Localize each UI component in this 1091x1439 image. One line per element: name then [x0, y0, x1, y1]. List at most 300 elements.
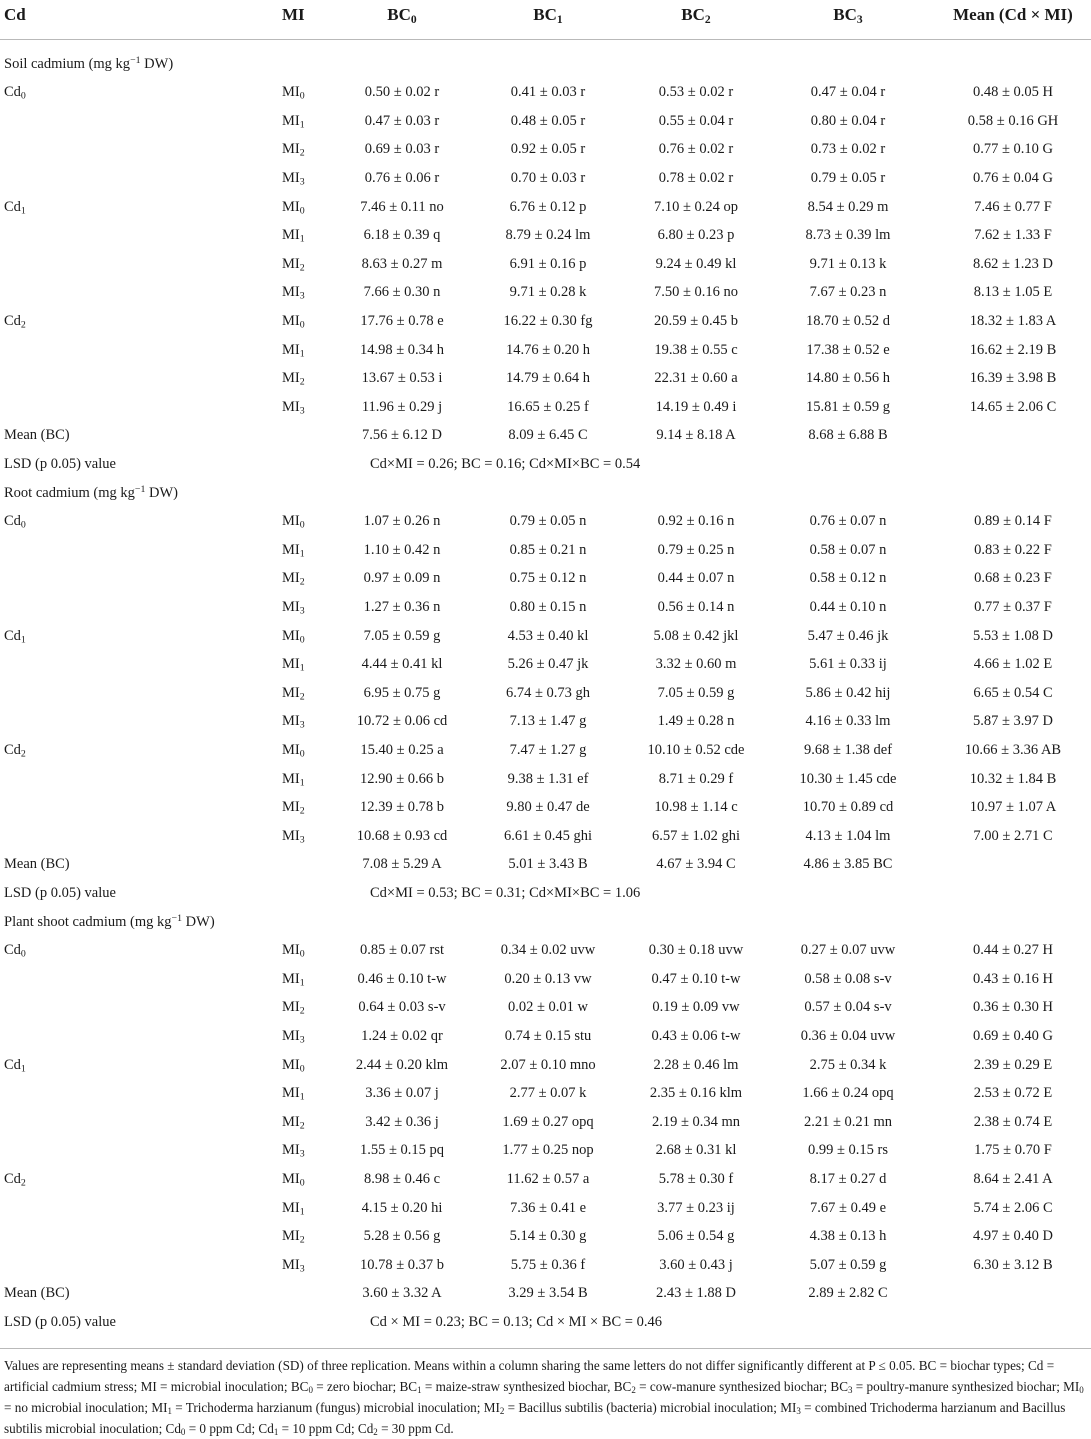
cd-level-label: $Cd_2$: [4, 1170, 26, 1189]
value-cell: 1.49 ± 0.28 n: [657, 713, 735, 730]
value-cell: 3.77 ± 0.23 ij: [657, 1199, 735, 1216]
lsd-label: LSD (p 0.05) value: [4, 884, 116, 901]
value-cell: 10.68 ± 0.93 cd: [356, 827, 448, 844]
mean-row: [0, 850, 1091, 879]
value-cell: 14.80 ± 0.56 h: [805, 370, 891, 387]
value-cell: 0.36 ± 0.04 uvw: [800, 1027, 896, 1044]
table-row: [0, 679, 1091, 708]
table-row: [0, 364, 1091, 393]
section-title: Plant shoot cadmium (mg $kg^{-1}$ DW): [4, 912, 215, 930]
value-cell: 0.68 ± 0.23 F: [974, 570, 1052, 587]
value-cell: 0.44 ± 0.07 n: [657, 570, 735, 587]
value-cell: 18.32 ± 1.83 A: [969, 312, 1057, 329]
value-cell: 0.44 ± 0.27 H: [972, 942, 1054, 959]
value-cell: 13.67 ± 0.53 i: [361, 370, 443, 387]
value-cell: 5.07 ± 0.59 g: [809, 1256, 887, 1273]
value-cell: 7.46 ± 0.77 F: [974, 198, 1052, 215]
mi-level-label: $MI_1$: [282, 541, 305, 560]
value-cell: 5.87 ± 3.97 D: [972, 713, 1054, 730]
value-cell: 6.95 ± 0.75 g: [363, 684, 441, 701]
value-cell: 2.19 ± 0.34 mn: [651, 1113, 741, 1130]
table-row: [0, 936, 1091, 965]
value-cell: 10.78 ± 0.37 b: [359, 1256, 445, 1273]
value-cell: 1.66 ± 0.24 opq: [802, 1085, 894, 1102]
value-cell: 5.28 ± 0.56 g: [363, 1228, 441, 1245]
value-cell: 0.69 ± 0.03 r: [364, 141, 440, 158]
value-cell: 9.71 ± 0.13 k: [809, 255, 887, 272]
value-cell: 8.73 ± 0.39 lm: [805, 227, 891, 244]
cd-level-label: $Cd_2$: [4, 741, 26, 760]
value-cell: 7.50 ± 0.16 no: [653, 284, 739, 301]
value-cell: 8.71 ± 0.29 f: [658, 770, 734, 787]
header-bc3: $BC_3$: [833, 5, 863, 26]
mi-level-label: $MI_2$: [282, 1228, 305, 1246]
value-cell: 0.79 ± 0.05 r: [810, 169, 886, 186]
value-cell: 14.76 ± 0.20 h: [505, 341, 591, 358]
cd-level-label: $Cd_0$: [4, 942, 26, 960]
value-cell: 0.78 ± 0.02 r: [658, 169, 734, 186]
header-bc0: $BC_0$: [387, 5, 417, 26]
value-cell: 9.24 ± 0.49 kl: [655, 255, 737, 272]
table-row: [0, 1165, 1091, 1194]
value-cell: 9.38 ± 1.31 ef: [507, 770, 589, 787]
table-row: [0, 622, 1091, 651]
lsd-row: [0, 879, 1091, 908]
header-mean: Mean (Cd × MI): [953, 5, 1073, 24]
value-cell: 0.85 ± 0.21 n: [509, 541, 587, 558]
mean-row: [0, 1279, 1091, 1308]
value-cell: 0.47 ± 0.04 r: [810, 84, 886, 101]
value-cell: 5.26 ± 0.47 jk: [507, 656, 589, 673]
value-cell: 0.79 ± 0.25 n: [657, 541, 735, 558]
value-cell: 7.46 ± 0.11 no: [360, 198, 444, 215]
cd-level-label: $Cd_1$: [4, 1056, 26, 1074]
value-cell: 5.74 ± 2.06 C: [973, 1199, 1053, 1216]
value-cell: 4.66 ± 1.02 E: [973, 656, 1053, 673]
value-cell: 14.65 ± 2.06 C: [969, 398, 1057, 415]
value-cell: 22.31 ± 0.60 a: [654, 370, 738, 387]
mi-level-label: $MI_1$: [282, 770, 305, 788]
value-cell: 0.76 ± 0.06 r: [364, 169, 440, 186]
value-cell: 0.83 ± 0.22 F: [974, 541, 1052, 558]
value-cell: 12.90 ± 0.66 b: [359, 770, 445, 787]
header-bc2: $BC_2$: [681, 5, 711, 26]
value-cell: 2.68 ± 0.31 kl: [655, 1142, 737, 1159]
value-cell: 8.62 ± 1.23 D: [972, 255, 1054, 272]
table-row: [0, 736, 1091, 765]
value-cell: 7.00 ± 2.71 C: [973, 827, 1053, 844]
value-cell: 18.70 ± 0.52 d: [805, 312, 891, 329]
value-cell: 6.61 ± 0.45 ghi: [503, 827, 593, 844]
value-cell: 0.80 ± 0.04 r: [810, 112, 886, 129]
value-cell: 0.43 ± 0.06 t-w: [651, 1027, 741, 1044]
mi-level-label: $MI_2$: [282, 570, 305, 588]
mi-level-label: $MI_3$: [282, 398, 305, 417]
mean-label: Mean (BC): [4, 1285, 70, 1302]
mi-level-label: $MI_3$: [282, 1027, 305, 1046]
mi-level-label: $MI_3$: [282, 169, 305, 188]
table-row: [0, 250, 1091, 279]
mi-level-label: $MI_2$: [282, 1113, 305, 1132]
table-row: [0, 707, 1091, 736]
value-cell: 14.19 ± 0.49 i: [655, 398, 737, 415]
mean-value: 7.56 ± 6.12 D: [361, 427, 443, 444]
mean-value: 8.68 ± 6.88 B: [808, 427, 888, 444]
value-cell: 10.97 ± 1.07 A: [969, 799, 1057, 816]
value-cell: 0.27 ± 0.07 uvw: [800, 942, 896, 959]
value-cell: 0.58 ± 0.07 n: [809, 541, 887, 558]
value-cell: 7.36 ± 0.41 e: [509, 1199, 587, 1216]
value-cell: 6.76 ± 0.12 p: [509, 198, 587, 215]
value-cell: 0.58 ± 0.08 s-v: [804, 970, 892, 987]
mean-value: 4.86 ± 3.85 BC: [803, 856, 893, 873]
value-cell: 0.36 ± 0.30 H: [972, 999, 1054, 1016]
value-cell: 7.67 ± 0.23 n: [809, 284, 887, 301]
table-row: [0, 221, 1091, 250]
value-cell: 2.21 ± 0.21 mn: [803, 1113, 893, 1130]
table-row: [0, 965, 1091, 994]
value-cell: 0.75 ± 0.12 n: [509, 570, 587, 587]
mi-level-label: $MI_1$: [282, 341, 305, 359]
value-cell: 2.77 ± 0.07 k: [509, 1085, 587, 1102]
table-row: [0, 393, 1091, 422]
cd-level-label: $Cd_0$: [4, 84, 26, 102]
value-cell: 7.66 ± 0.30 n: [363, 284, 441, 301]
value-cell: 5.14 ± 0.30 g: [509, 1228, 587, 1245]
value-cell: 0.76 ± 0.07 n: [809, 513, 887, 530]
value-cell: 1.24 ± 0.02 qr: [361, 1027, 443, 1044]
value-cell: 0.57 ± 0.04 s-v: [804, 999, 892, 1016]
section-title-row: [0, 479, 1091, 508]
value-cell: 17.76 ± 0.78 e: [360, 312, 444, 329]
value-cell: 9.68 ± 1.38 def: [803, 741, 893, 758]
mi-level-label: $MI_1$: [282, 1199, 305, 1217]
value-cell: 9.71 ± 0.28 k: [509, 284, 587, 301]
mi-level-label: $MI_0$: [282, 1056, 305, 1074]
section-title: Root cadmium (mg $kg^{-1}$ DW): [4, 483, 178, 501]
mean-value: 2.89 ± 2.82 C: [808, 1285, 888, 1302]
mean-value: 4.67 ± 3.94 C: [656, 856, 736, 873]
table-row: [0, 164, 1091, 193]
value-cell: 0.34 ± 0.02 uvw: [500, 942, 596, 959]
mi-level-label: $MI_2$: [282, 255, 305, 274]
value-cell: 4.16 ± 0.33 lm: [805, 713, 891, 730]
mi-level-label: $MI_3$: [282, 598, 305, 617]
mean-row: [0, 421, 1091, 450]
value-cell: 0.43 ± 0.16 H: [972, 970, 1054, 987]
value-cell: 2.28 ± 0.46 lm: [653, 1056, 739, 1073]
value-cell: 6.91 ± 0.16 p: [509, 255, 587, 272]
mi-level-label: $MI_3$: [282, 713, 305, 731]
mi-level-label: $MI_2$: [282, 684, 305, 703]
lsd-row: [0, 1308, 1091, 1337]
table-footnote: Values are representing means ± standard deviation (SD) of three replication. Means within a column sharing the same letters do not differ significantly different at P ≤ 0.05. BC = biochar types; Cd = artificial cadmium stress; MI = microbial inoculation; $BC_0$ = zero biochar; $BC_1$ = maize-straw synthesized biochar, $BC_2$ = cow-manure synthesized biochar; $BC_3$ = poultry-manure synthesized biochar; $MI_0$ = no microbial inoculation; $MI_1$ = Trichoderma harzianum (fungus) microbial inoculation; $MI_2$ = Bacillus subtilis (bacteria) microbial inoculation; $MI_3$ = combined Trichoderma harzianum and Bacillus subtilis microbial inoculation; $Cd_0 = 0$ ppm Cd; $Cd_1 = 10$ ppm Cd; $Cd_2 = 30$ ppm Cd.: [4, 1358, 1084, 1438]
value-cell: 0.77 ± 0.10 G: [972, 141, 1054, 158]
value-cell: 0.85 ± 0.07 rst: [359, 942, 445, 959]
cd-level-label: $Cd_2$: [4, 312, 26, 331]
mi-level-label: $MI_0$: [282, 84, 305, 102]
value-cell: 20.59 ± 0.45 b: [653, 312, 739, 329]
value-cell: 0.74 ± 0.15 stu: [504, 1027, 592, 1044]
value-cell: 12.39 ± 0.78 b: [359, 799, 445, 816]
table-row: [0, 650, 1091, 679]
value-cell: 3.42 ± 0.36 j: [365, 1113, 439, 1130]
value-cell: 0.76 ± 0.04 G: [972, 169, 1054, 186]
value-cell: 6.57 ± 1.02 ghi: [651, 827, 741, 844]
mi-level-label: $MI_1$: [282, 227, 305, 245]
mean-value: 7.08 ± 5.29 A: [362, 856, 442, 873]
table-row: [0, 793, 1091, 822]
mi-level-label: $MI_1$: [282, 970, 305, 989]
header-cd: Cd: [4, 5, 26, 24]
value-cell: 0.80 ± 0.15 n: [509, 598, 587, 615]
value-cell: 8.13 ± 1.05 E: [973, 284, 1053, 301]
mi-level-label: $MI_0$: [282, 1170, 305, 1189]
mean-label: Mean (BC): [4, 427, 70, 444]
table-row: [0, 78, 1091, 107]
value-cell: 4.97 ± 0.40 D: [972, 1228, 1054, 1245]
value-cell: 16.65 ± 0.25 f: [507, 398, 589, 415]
table-row: [0, 1251, 1091, 1280]
value-cell: 10.98 ± 1.14 c: [654, 799, 738, 816]
value-cell: 7.05 ± 0.59 g: [657, 684, 735, 701]
mi-level-label: $MI_0$: [282, 741, 305, 760]
section-title-row: [0, 908, 1091, 937]
table-row: [0, 1136, 1091, 1165]
mean-value: 2.43 ± 1.88 D: [655, 1285, 737, 1302]
header-rule: [0, 39, 1091, 40]
mi-level-label: $MI_0$: [282, 513, 305, 531]
value-cell: 1.55 ± 0.15 pq: [359, 1142, 445, 1159]
value-cell: 4.38 ± 0.13 h: [809, 1228, 887, 1245]
value-cell: 7.62 ± 1.33 F: [974, 227, 1052, 244]
value-cell: 8.64 ± 2.41 A: [973, 1170, 1053, 1187]
mi-level-label: $MI_0$: [282, 198, 305, 216]
value-cell: 11.62 ± 0.57 a: [506, 1170, 590, 1187]
value-cell: 5.47 ± 0.46 jk: [807, 627, 889, 644]
table-row: [0, 193, 1091, 222]
mi-level-label: $MI_3$: [282, 284, 305, 302]
mi-level-label: $MI_3$: [282, 827, 305, 846]
value-cell: 3.60 ± 0.43 j: [659, 1256, 733, 1273]
value-cell: 0.46 ± 0.10 t-w: [357, 970, 447, 987]
mi-level-label: $MI_2$: [282, 370, 305, 388]
lsd-value: Cd×MI = 0.53; BC = 0.31; Cd×MI×BC = 1.06: [370, 884, 641, 901]
value-cell: 0.19 ± 0.09 vw: [652, 999, 740, 1016]
value-cell: 10.10 ± 0.52 cde: [647, 741, 745, 758]
value-cell: 0.79 ± 0.05 n: [509, 513, 587, 530]
value-cell: 0.92 ± 0.05 r: [510, 141, 586, 158]
value-cell: 10.70 ± 0.89 cd: [802, 799, 894, 816]
value-cell: 1.07 ± 0.26 n: [363, 513, 441, 530]
value-cell: 0.97 ± 0.09 n: [363, 570, 441, 587]
value-cell: 0.30 ± 0.18 uvw: [648, 942, 744, 959]
value-cell: 1.77 ± 0.25 nop: [502, 1142, 594, 1159]
value-cell: 7.47 ± 1.27 g: [509, 741, 587, 758]
value-cell: 0.56 ± 0.14 n: [657, 598, 735, 615]
value-cell: 0.41 ± 0.03 r: [510, 84, 586, 101]
value-cell: 7.13 ± 1.47 g: [509, 713, 587, 730]
value-cell: 5.08 ± 0.42 jkl: [653, 627, 739, 644]
table-row: [0, 278, 1091, 307]
value-cell: 0.99 ± 0.15 rs: [807, 1142, 889, 1159]
value-cell: 2.44 ± 0.20 klm: [355, 1056, 449, 1073]
table-row: [0, 993, 1091, 1022]
mi-level-label: $MI_0$: [282, 627, 305, 645]
mi-level-label: $MI_1$: [282, 1085, 305, 1103]
mean-value: 3.29 ± 3.54 B: [508, 1285, 588, 1302]
table-row: [0, 135, 1091, 164]
table-row: [0, 765, 1091, 794]
mi-level-label: $MI_3$: [282, 1142, 305, 1160]
mi-level-label: $MI_2$: [282, 141, 305, 159]
value-cell: 0.70 ± 0.03 r: [510, 169, 586, 186]
value-cell: 2.35 ± 0.16 klm: [649, 1085, 743, 1102]
table-row: [0, 822, 1091, 851]
value-cell: 9.80 ± 0.47 de: [506, 799, 590, 816]
section-title-row: [0, 50, 1091, 79]
table-row: [0, 1108, 1091, 1137]
table-row: [0, 507, 1091, 536]
section-title: Soil cadmium (mg $kg^{-1}$ DW): [4, 54, 174, 72]
value-cell: 0.73 ± 0.02 r: [810, 141, 886, 158]
value-cell: 0.89 ± 0.14 F: [974, 513, 1052, 530]
value-cell: 16.62 ± 2.19 B: [969, 341, 1057, 358]
value-cell: 7.10 ± 0.24 op: [653, 198, 739, 215]
table-row: [0, 593, 1091, 622]
mi-level-label: $MI_1$: [282, 112, 305, 131]
value-cell: 0.92 ± 0.16 n: [657, 513, 735, 530]
value-cell: 0.44 ± 0.10 n: [809, 598, 887, 615]
table-row: [0, 336, 1091, 365]
value-cell: 6.30 ± 3.12 B: [973, 1256, 1053, 1273]
value-cell: 8.63 ± 0.27 m: [361, 255, 443, 272]
table-row: [0, 1051, 1091, 1080]
value-cell: 5.78 ± 0.30 f: [658, 1170, 734, 1187]
mi-level-label: $MI_0$: [282, 312, 305, 331]
table-row: [0, 1222, 1091, 1251]
value-cell: 8.17 ± 0.27 d: [809, 1170, 887, 1187]
value-cell: 0.76 ± 0.02 r: [658, 141, 734, 158]
mi-level-label: $MI_0$: [282, 942, 305, 960]
value-cell: 0.55 ± 0.04 r: [658, 112, 734, 129]
table-row: [0, 1079, 1091, 1108]
value-cell: 4.13 ± 1.04 lm: [805, 827, 891, 844]
header-mi: MI: [282, 5, 305, 24]
value-cell: 7.05 ± 0.59 g: [363, 627, 441, 644]
value-cell: 5.75 ± 0.36 f: [510, 1256, 586, 1273]
value-cell: 0.77 ± 0.37 F: [974, 598, 1052, 615]
value-cell: 0.53 ± 0.02 r: [658, 84, 734, 101]
cd-level-label: $Cd_1$: [4, 627, 26, 645]
lsd-label: LSD (p 0.05) value: [4, 455, 116, 472]
bottom-rule: [0, 1348, 1091, 1349]
value-cell: 0.47 ± 0.03 r: [364, 112, 440, 129]
value-cell: 0.48 ± 0.05 H: [972, 84, 1054, 101]
cd-level-label: $Cd_1$: [4, 198, 26, 216]
value-cell: 0.02 ± 0.01 w: [507, 999, 589, 1016]
value-cell: 16.22 ± 0.30 fg: [503, 312, 593, 329]
value-cell: 5.61 ± 0.33 ij: [809, 656, 887, 673]
table-row: [0, 1194, 1091, 1223]
lsd-value: Cd × MI = 0.23; BC = 0.13; Cd × MI × BC = 0.46: [370, 1313, 662, 1330]
mi-level-label: $MI_2$: [282, 799, 305, 817]
value-cell: 3.32 ± 0.60 m: [655, 656, 737, 673]
lsd-label: LSD (p 0.05) value: [4, 1313, 116, 1330]
value-cell: 5.86 ± 0.42 hij: [805, 684, 891, 701]
value-cell: 14.98 ± 0.34 h: [359, 341, 445, 358]
value-cell: 10.32 ± 1.84 B: [969, 770, 1057, 787]
table-row: [0, 107, 1091, 136]
mean-label: Mean (BC): [4, 856, 70, 873]
table-row: [0, 536, 1091, 565]
value-cell: 0.47 ± 0.10 t-w: [651, 970, 741, 987]
mi-level-label: $MI_1$: [282, 656, 305, 674]
mean-value: 5.01 ± 3.43 B: [508, 856, 588, 873]
value-cell: 3.36 ± 0.07 j: [365, 1085, 439, 1102]
value-cell: 17.38 ± 0.52 e: [806, 341, 890, 358]
value-cell: 1.27 ± 0.36 n: [363, 598, 441, 615]
value-cell: 14.79 ± 0.64 h: [505, 370, 591, 387]
value-cell: 6.65 ± 0.54 C: [973, 684, 1053, 701]
value-cell: 2.07 ± 0.10 mno: [500, 1056, 596, 1073]
value-cell: 7.67 ± 0.49 e: [809, 1199, 887, 1216]
value-cell: 6.18 ± 0.39 q: [363, 227, 441, 244]
value-cell: 10.72 ± 0.06 cd: [356, 713, 448, 730]
value-cell: 0.64 ± 0.03 s-v: [358, 999, 446, 1016]
value-cell: 2.39 ± 0.29 E: [973, 1056, 1053, 1073]
value-cell: 2.75 ± 0.34 k: [809, 1056, 887, 1073]
value-cell: 5.53 ± 1.08 D: [972, 627, 1054, 644]
lsd-value: Cd×MI = 0.26; BC = 0.16; Cd×MI×BC = 0.54: [370, 455, 641, 472]
value-cell: 5.06 ± 0.54 g: [657, 1228, 735, 1245]
value-cell: 0.20 ± 0.13 vw: [504, 970, 592, 987]
value-cell: 8.79 ± 0.24 lm: [505, 227, 591, 244]
value-cell: 10.30 ± 1.45 cde: [799, 770, 897, 787]
value-cell: 1.69 ± 0.27 opq: [502, 1113, 594, 1130]
value-cell: 6.80 ± 0.23 p: [657, 227, 735, 244]
value-cell: 8.98 ± 0.46 c: [363, 1170, 441, 1187]
value-cell: 6.74 ± 0.73 gh: [505, 684, 591, 701]
value-cell: 4.15 ± 0.20 hi: [361, 1199, 443, 1216]
value-cell: 2.38 ± 0.74 E: [973, 1113, 1053, 1130]
value-cell: 4.53 ± 0.40 kl: [507, 627, 589, 644]
value-cell: 0.58 ± 0.12 n: [809, 570, 887, 587]
value-cell: 19.38 ± 0.55 c: [654, 341, 738, 358]
value-cell: 0.58 ± 0.16 GH: [967, 112, 1059, 129]
header-bc1: $BC_1$: [533, 5, 563, 26]
value-cell: 15.40 ± 0.25 a: [360, 741, 444, 758]
mean-value: 9.14 ± 8.18 A: [656, 427, 736, 444]
value-cell: 16.39 ± 3.98 B: [969, 370, 1057, 387]
value-cell: 0.69 ± 0.40 G: [972, 1027, 1054, 1044]
cd-level-label: $Cd_0$: [4, 513, 26, 531]
value-cell: 1.75 ± 0.70 F: [974, 1142, 1052, 1159]
value-cell: 4.44 ± 0.41 kl: [361, 656, 443, 673]
value-cell: 8.54 ± 0.29 m: [807, 198, 889, 215]
value-cell: 0.48 ± 0.05 r: [510, 112, 586, 129]
table-header: [0, 0, 1091, 40]
mi-level-label: $MI_2$: [282, 999, 305, 1017]
table-row: [0, 1022, 1091, 1051]
value-cell: 2.53 ± 0.72 E: [973, 1085, 1053, 1102]
table-row: [0, 307, 1091, 336]
lsd-row: [0, 450, 1091, 479]
value-cell: 0.50 ± 0.02 r: [364, 84, 440, 101]
table-row: [0, 564, 1091, 593]
mean-value: 3.60 ± 3.32 A: [362, 1285, 442, 1302]
value-cell: 1.10 ± 0.42 n: [363, 541, 441, 558]
